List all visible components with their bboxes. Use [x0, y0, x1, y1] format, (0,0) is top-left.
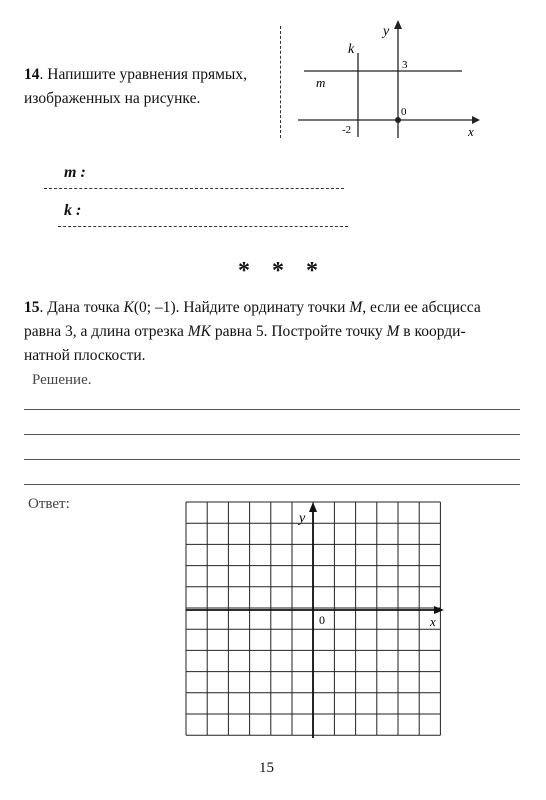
task-15-number: 15 — [24, 299, 40, 316]
solution-line-3[interactable] — [24, 459, 520, 460]
fig14-label-0: 0 — [401, 106, 407, 118]
task-15-line2-e: в коорди- — [399, 323, 466, 340]
answer-label: Ответ: — [28, 496, 70, 512]
point-k: K — [123, 299, 134, 316]
figure-14 — [290, 15, 490, 145]
task-15-line2-c: равна 5. Постройте точку — [210, 323, 387, 340]
task-15-line1-e: , если ее абсцисса — [362, 299, 481, 316]
coordinate-grid[interactable] — [182, 498, 452, 743]
fig14-label-m: m — [316, 75, 326, 90]
task-14-number: 14 — [24, 66, 40, 83]
grid-label-origin: 0 — [319, 613, 325, 627]
point-m: M — [349, 299, 363, 316]
section-separator: * * * — [238, 258, 326, 284]
point-m-2: M — [386, 323, 400, 340]
fig14-x-arrow — [472, 116, 480, 124]
fig14-label-y: y — [383, 24, 390, 39]
answer-m-label: m : — [64, 164, 86, 181]
task-14-line1: . Напишите уравнения прямых, — [39, 66, 247, 83]
page-number: 15 — [259, 760, 274, 776]
solution-line-1[interactable] — [24, 409, 520, 410]
task-15-line3: натной плоскости. — [24, 347, 146, 364]
fig14-label-neg2: -2 — [342, 124, 352, 136]
answer-k-line[interactable] — [58, 226, 348, 227]
task-15-line1-c: (0; –1). Найдите ординату точки — [133, 299, 350, 316]
grid-y-arrow — [309, 502, 317, 512]
fig14-y-arrow — [394, 20, 402, 29]
solution-label: Решение. — [32, 372, 92, 388]
solution-line-2[interactable] — [24, 434, 520, 435]
fig14-label-k: k — [348, 42, 355, 57]
task-14-line2: изображенных на рисунке. — [24, 90, 201, 107]
grid-label-x: x — [430, 614, 436, 629]
answer-k-label: k : — [64, 202, 82, 219]
fig14-label-3: 3 — [402, 59, 408, 71]
grid-x-arrow — [434, 606, 444, 614]
segment-mk: MK — [187, 323, 211, 340]
task-15-line1-a: . Дана точка — [39, 299, 124, 316]
solution-line-4[interactable] — [24, 484, 520, 485]
task-15-line2-a: равна 3, а длина отрезка — [24, 323, 188, 340]
task-15-text — [24, 296, 524, 368]
fig14-label-x: x — [468, 124, 474, 139]
grid-label-y: y — [299, 511, 306, 526]
figure-divider — [280, 26, 281, 138]
task-14-text — [24, 63, 279, 111]
answer-m-line[interactable] — [44, 188, 344, 189]
